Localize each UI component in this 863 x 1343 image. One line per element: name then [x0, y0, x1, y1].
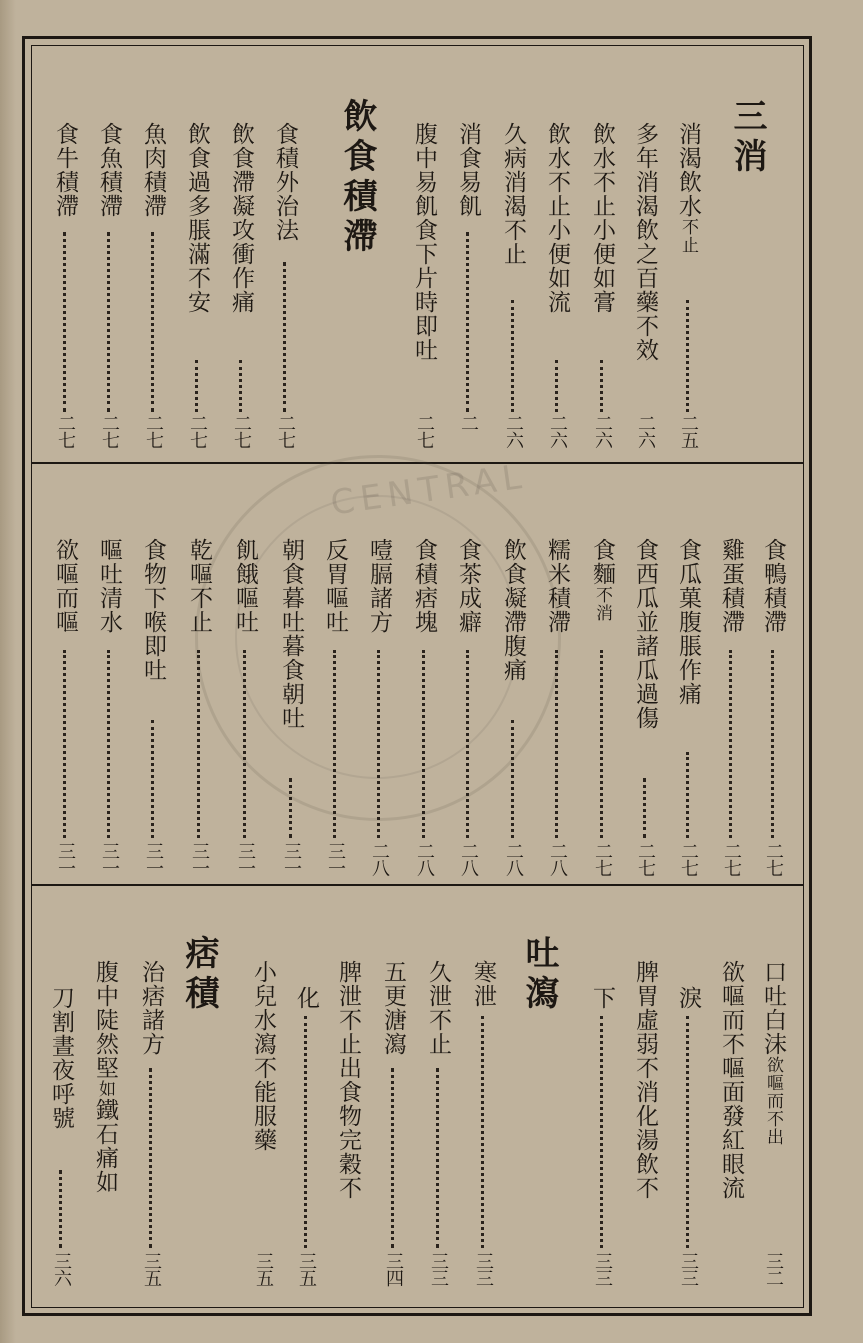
toc-entry: 食積外治法: [272, 122, 298, 242]
dot-leader: [466, 232, 469, 412]
dot-leader: [289, 778, 292, 838]
toc-entry: 刀割晝夜呼號: [48, 986, 74, 1130]
toc-entry: 食積痞塊: [411, 538, 437, 634]
page-number: 二七: [721, 842, 742, 876]
toc-entry: 噎膈諸方: [366, 538, 392, 634]
dot-leader: [151, 232, 154, 412]
dot-leader: [643, 778, 646, 838]
page-number: 二六: [547, 414, 568, 448]
page-number: 二七: [275, 414, 296, 448]
dot-leader: [151, 720, 154, 838]
toc-entry-continuation: 下: [589, 986, 615, 1010]
dot-leader: [555, 360, 558, 412]
toc-entry: 多年消渴飲之百藥不效: [632, 122, 658, 362]
dot-leader: [304, 1016, 307, 1248]
toc-entry: 久泄不止: [425, 960, 451, 1056]
dot-leader: [283, 262, 286, 412]
page-number: 三三: [678, 1252, 699, 1286]
page-number: 三三: [428, 1252, 449, 1286]
dot-leader: [63, 232, 66, 412]
page-number: 二八: [414, 842, 435, 876]
page-number: 三四: [383, 1252, 404, 1286]
dot-leader: [481, 1016, 484, 1248]
page-number: 三五: [253, 1252, 274, 1286]
dot-leader: [422, 650, 425, 838]
dot-leader: [600, 650, 603, 838]
dot-leader: [63, 650, 66, 838]
toc-entry: 消渴飲水不止: [675, 122, 701, 254]
page-number: 三一: [189, 842, 210, 876]
page-number: 二七: [99, 414, 120, 448]
toc-entry: 食魚積滯: [96, 122, 122, 218]
page-number: 二六: [503, 414, 524, 448]
toc-entry: 小兒水瀉不能服藥: [250, 960, 276, 1152]
page-number: 二八: [369, 842, 390, 876]
dot-leader: [729, 650, 732, 838]
toc-entry: 口吐白沫欲嘔而不出: [760, 960, 786, 1146]
toc-entry: 食麵不消: [589, 538, 615, 622]
toc-entry: 反胃嘔吐: [322, 538, 348, 634]
page-edge: [0, 0, 16, 1343]
toc-entry: 食茶成癖: [455, 538, 481, 634]
toc-entry-continuation: 淚: [675, 986, 701, 1010]
toc-entry: 雞蛋積滯: [718, 538, 744, 634]
page-number: 二七: [592, 842, 613, 876]
dot-leader: [391, 1068, 394, 1248]
dot-leader: [511, 300, 514, 412]
page-number: 三一: [55, 842, 76, 876]
dot-leader: [600, 360, 603, 412]
page-number: 二八: [547, 842, 568, 876]
dot-leader: [239, 360, 242, 412]
toc-entry: 飲食過多脹滿不安: [184, 122, 210, 314]
page-number: 二: [458, 414, 479, 431]
page-number: 二七: [231, 414, 252, 448]
section-heading-tuxie: 吐瀉: [519, 935, 559, 1015]
dot-leader: [555, 650, 558, 838]
page-number: 三三: [473, 1252, 494, 1286]
page-number: 二七: [678, 842, 699, 876]
dot-leader: [436, 1068, 439, 1248]
dot-leader: [377, 650, 380, 838]
toc-entry: 消食易飢: [455, 122, 481, 218]
toc-entry: 寒泄: [470, 960, 496, 1008]
toc-entry: 乾嘔不止: [186, 538, 212, 634]
toc-entry: 飢餓嘔吐: [232, 538, 258, 634]
toc-entry: 嘔吐清水: [96, 538, 122, 634]
dot-leader: [686, 300, 689, 412]
dot-leader: [197, 650, 200, 838]
page-number: 二八: [503, 842, 524, 876]
dot-leader: [333, 650, 336, 838]
page-number: 三五: [296, 1252, 317, 1286]
page-number: 三六: [51, 1252, 72, 1286]
toc-entry: 脾胃虛弱不消化湯飲不: [632, 960, 658, 1200]
page-number: 二五: [678, 414, 699, 448]
page-number: 三三: [592, 1252, 613, 1286]
toc-entry: 糯米積滯: [544, 538, 570, 634]
page-number: 三一: [99, 842, 120, 876]
toc-entry: 五更溏瀉: [380, 960, 406, 1056]
toc-entry: 飲食凝滯腹痛: [500, 538, 526, 682]
dot-leader: [243, 650, 246, 838]
toc-entry: 欲嘔而不嘔面發紅眼流: [718, 960, 744, 1200]
page-number: 三一: [143, 842, 164, 876]
toc-entry: 食物下喉即吐: [140, 538, 166, 682]
toc-entry: 食牛積滯: [52, 122, 78, 218]
page-number: 三一: [325, 842, 346, 876]
page-number: 三二: [763, 1252, 784, 1286]
page-number: 二七: [143, 414, 164, 448]
toc-entry: 脾泄不止出食物完穀不: [335, 960, 361, 1200]
page-number: 二八: [458, 842, 479, 876]
toc-entry: 久病消渴不止: [500, 122, 526, 266]
toc-entry: 欲嘔而嘔: [52, 538, 78, 634]
toc-entry-continuation: 化: [293, 986, 319, 1010]
toc-entry: 食西瓜並諸瓜過傷: [632, 538, 658, 730]
page-number: 三一: [235, 842, 256, 876]
toc-entry: 飲水不止小便如流: [544, 122, 570, 314]
divider-bottom: [31, 884, 804, 886]
toc-entry: 飲食滯凝攻衝作痛: [228, 122, 254, 314]
page-number: 二六: [635, 414, 656, 448]
page-number: 二七: [187, 414, 208, 448]
dot-leader: [511, 720, 514, 838]
dot-leader: [107, 232, 110, 412]
toc-entry: 食鴨積滯: [760, 538, 786, 634]
dot-leader: [686, 1016, 689, 1248]
library-stamp-text: CENTRAL: [328, 456, 530, 524]
dot-leader: [149, 1068, 152, 1248]
section-heading-sanxiao: 三消: [727, 98, 767, 178]
section-heading-piji: 痞積: [179, 935, 219, 1015]
dot-leader: [600, 1016, 603, 1248]
toc-entry: 治痞諸方: [138, 960, 164, 1056]
toc-entry: 朝食暮吐暮食朝吐: [278, 538, 304, 730]
toc-entry: 飲水不止小便如膏: [589, 122, 615, 314]
toc-entry: 腹中易飢食下片時即吐: [411, 122, 437, 362]
dot-leader: [686, 752, 689, 838]
page-number: 二七: [55, 414, 76, 448]
page-number: 三五: [141, 1252, 162, 1286]
page-number: 二七: [763, 842, 784, 876]
toc-entry: 腹中陡然堅如鐵石痛如: [92, 960, 118, 1194]
section-heading-yinshi: 飲食積滯: [337, 98, 377, 258]
dot-leader: [107, 650, 110, 838]
toc-entry: 魚肉積滯: [140, 122, 166, 218]
toc-entry: 食瓜菓腹脹作痛: [675, 538, 701, 706]
dot-leader: [466, 650, 469, 838]
dot-leader: [59, 1170, 62, 1248]
dot-leader: [771, 650, 774, 838]
page-number: 二六: [592, 414, 613, 448]
dot-leader: [195, 360, 198, 412]
page-number: 三一: [281, 842, 302, 876]
page-number: 二七: [635, 842, 656, 876]
page-number: 二七: [414, 414, 435, 448]
